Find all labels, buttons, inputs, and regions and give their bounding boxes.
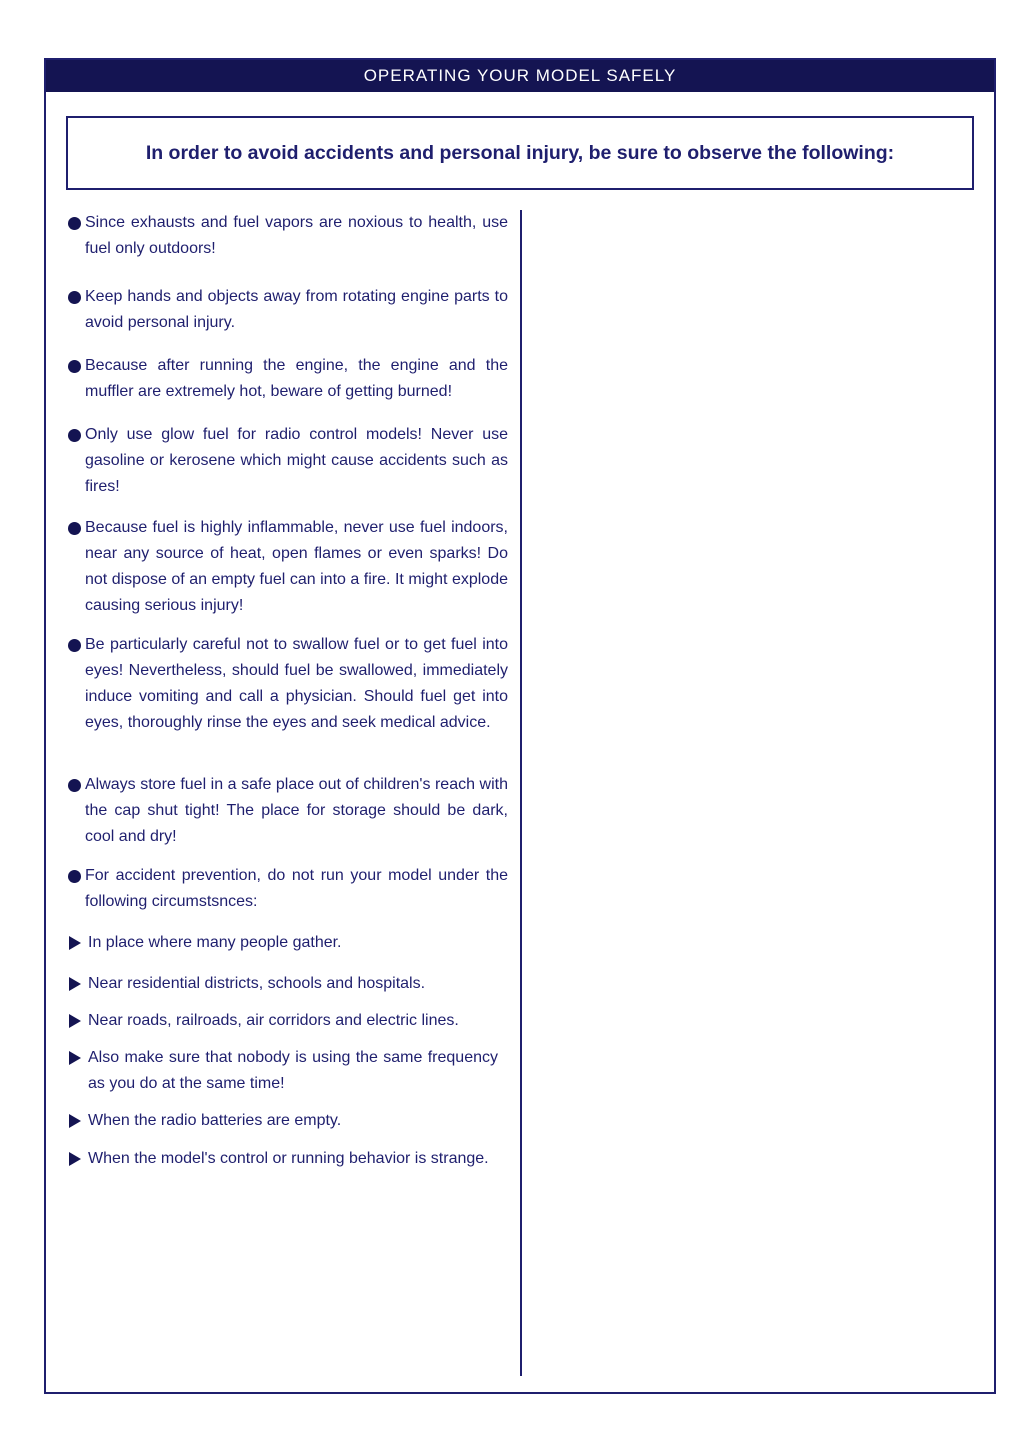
rule-item	[68, 632, 508, 736]
triangle-bullet-icon	[69, 977, 81, 991]
circumstance-item	[68, 1108, 498, 1134]
bullet-dot-icon	[68, 639, 81, 652]
triangle-bullet-icon	[69, 1014, 81, 1028]
bullet-dot-icon	[68, 779, 81, 792]
circumstance-text: When the radio batteries are empty.	[88, 1112, 342, 1129]
circumstance-text: Near residential districts, schools and hospitals.	[88, 975, 426, 992]
rule-item	[68, 422, 508, 500]
page-frame	[44, 58, 996, 1394]
circumstance-item	[68, 1008, 498, 1034]
rule-text: Only use glow fuel for radio control models! Never use gasoline or kerosene which might cause accidents such as fires!	[85, 426, 508, 495]
bullet-dot-icon	[68, 522, 81, 535]
circumstance-text: Also make sure that nobody is using the same frequency as you do at the same time!	[88, 1049, 498, 1092]
circumstance-text: In place where many people gather.	[88, 934, 342, 951]
circumstance-item	[68, 930, 498, 956]
rule-item	[68, 863, 508, 915]
section-title: OPERATING YOUR MODEL SAFELY	[46, 60, 994, 92]
bullet-dot-icon	[68, 291, 81, 304]
rule-text: Keep hands and objects away from rotating engine parts to avoid personal injury.	[85, 288, 508, 331]
rule-text: Always store fuel in a safe place out of children's reach with the cap shut tight! The place for storage should be dark, cool and dry!	[85, 776, 508, 845]
circumstance-text: When the model's control or running behavior is strange.	[88, 1150, 489, 1167]
rule-text: Because fuel is highly inflammable, never use fuel indoors, near any source of heat, open flames or even sparks! Do not dispose of an empty fuel can into a fire. It might explode causing serious injury!	[85, 519, 508, 614]
column-divider	[520, 210, 522, 1376]
rule-item	[68, 353, 508, 405]
rule-item	[68, 284, 508, 336]
triangle-bullet-icon	[69, 1152, 81, 1166]
rule-text: For accident prevention, do not run your model under the following circumstsnces:	[85, 867, 508, 910]
rule-text: Since exhausts and fuel vapors are noxious to health, use fuel only outdoors!	[85, 214, 508, 257]
rule-item	[68, 210, 508, 262]
triangle-bullet-icon	[69, 936, 81, 950]
circumstance-item	[68, 971, 498, 997]
safety-notice-box	[66, 116, 974, 190]
circumstance-item	[68, 1045, 498, 1097]
circumstance-text: Near roads, railroads, air corridors and electric lines.	[88, 1012, 459, 1029]
triangle-bullet-icon	[69, 1051, 81, 1065]
bullet-dot-icon	[68, 870, 81, 883]
circumstance-item	[68, 1146, 498, 1172]
rule-text: Because after running the engine, the engine and the muffler are extremely hot, beware of getting burned!	[85, 357, 508, 400]
rule-item	[68, 515, 508, 619]
rule-item	[68, 772, 508, 850]
rule-text: Be particularly careful not to swallow fuel or to get fuel into eyes! Nevertheless, should fuel be swallowed, immediately induce vomiting and call a physician. Should fuel get into eyes, thoroughly rinse the eyes and seek medical advice.	[85, 636, 508, 731]
safety-notice-text: In order to avoid accidents and personal injury, be sure to observe the following:	[145, 141, 895, 164]
bullet-dot-icon	[68, 429, 81, 442]
triangle-bullet-icon	[69, 1114, 81, 1128]
bullet-dot-icon	[68, 217, 81, 230]
bullet-dot-icon	[68, 360, 81, 373]
